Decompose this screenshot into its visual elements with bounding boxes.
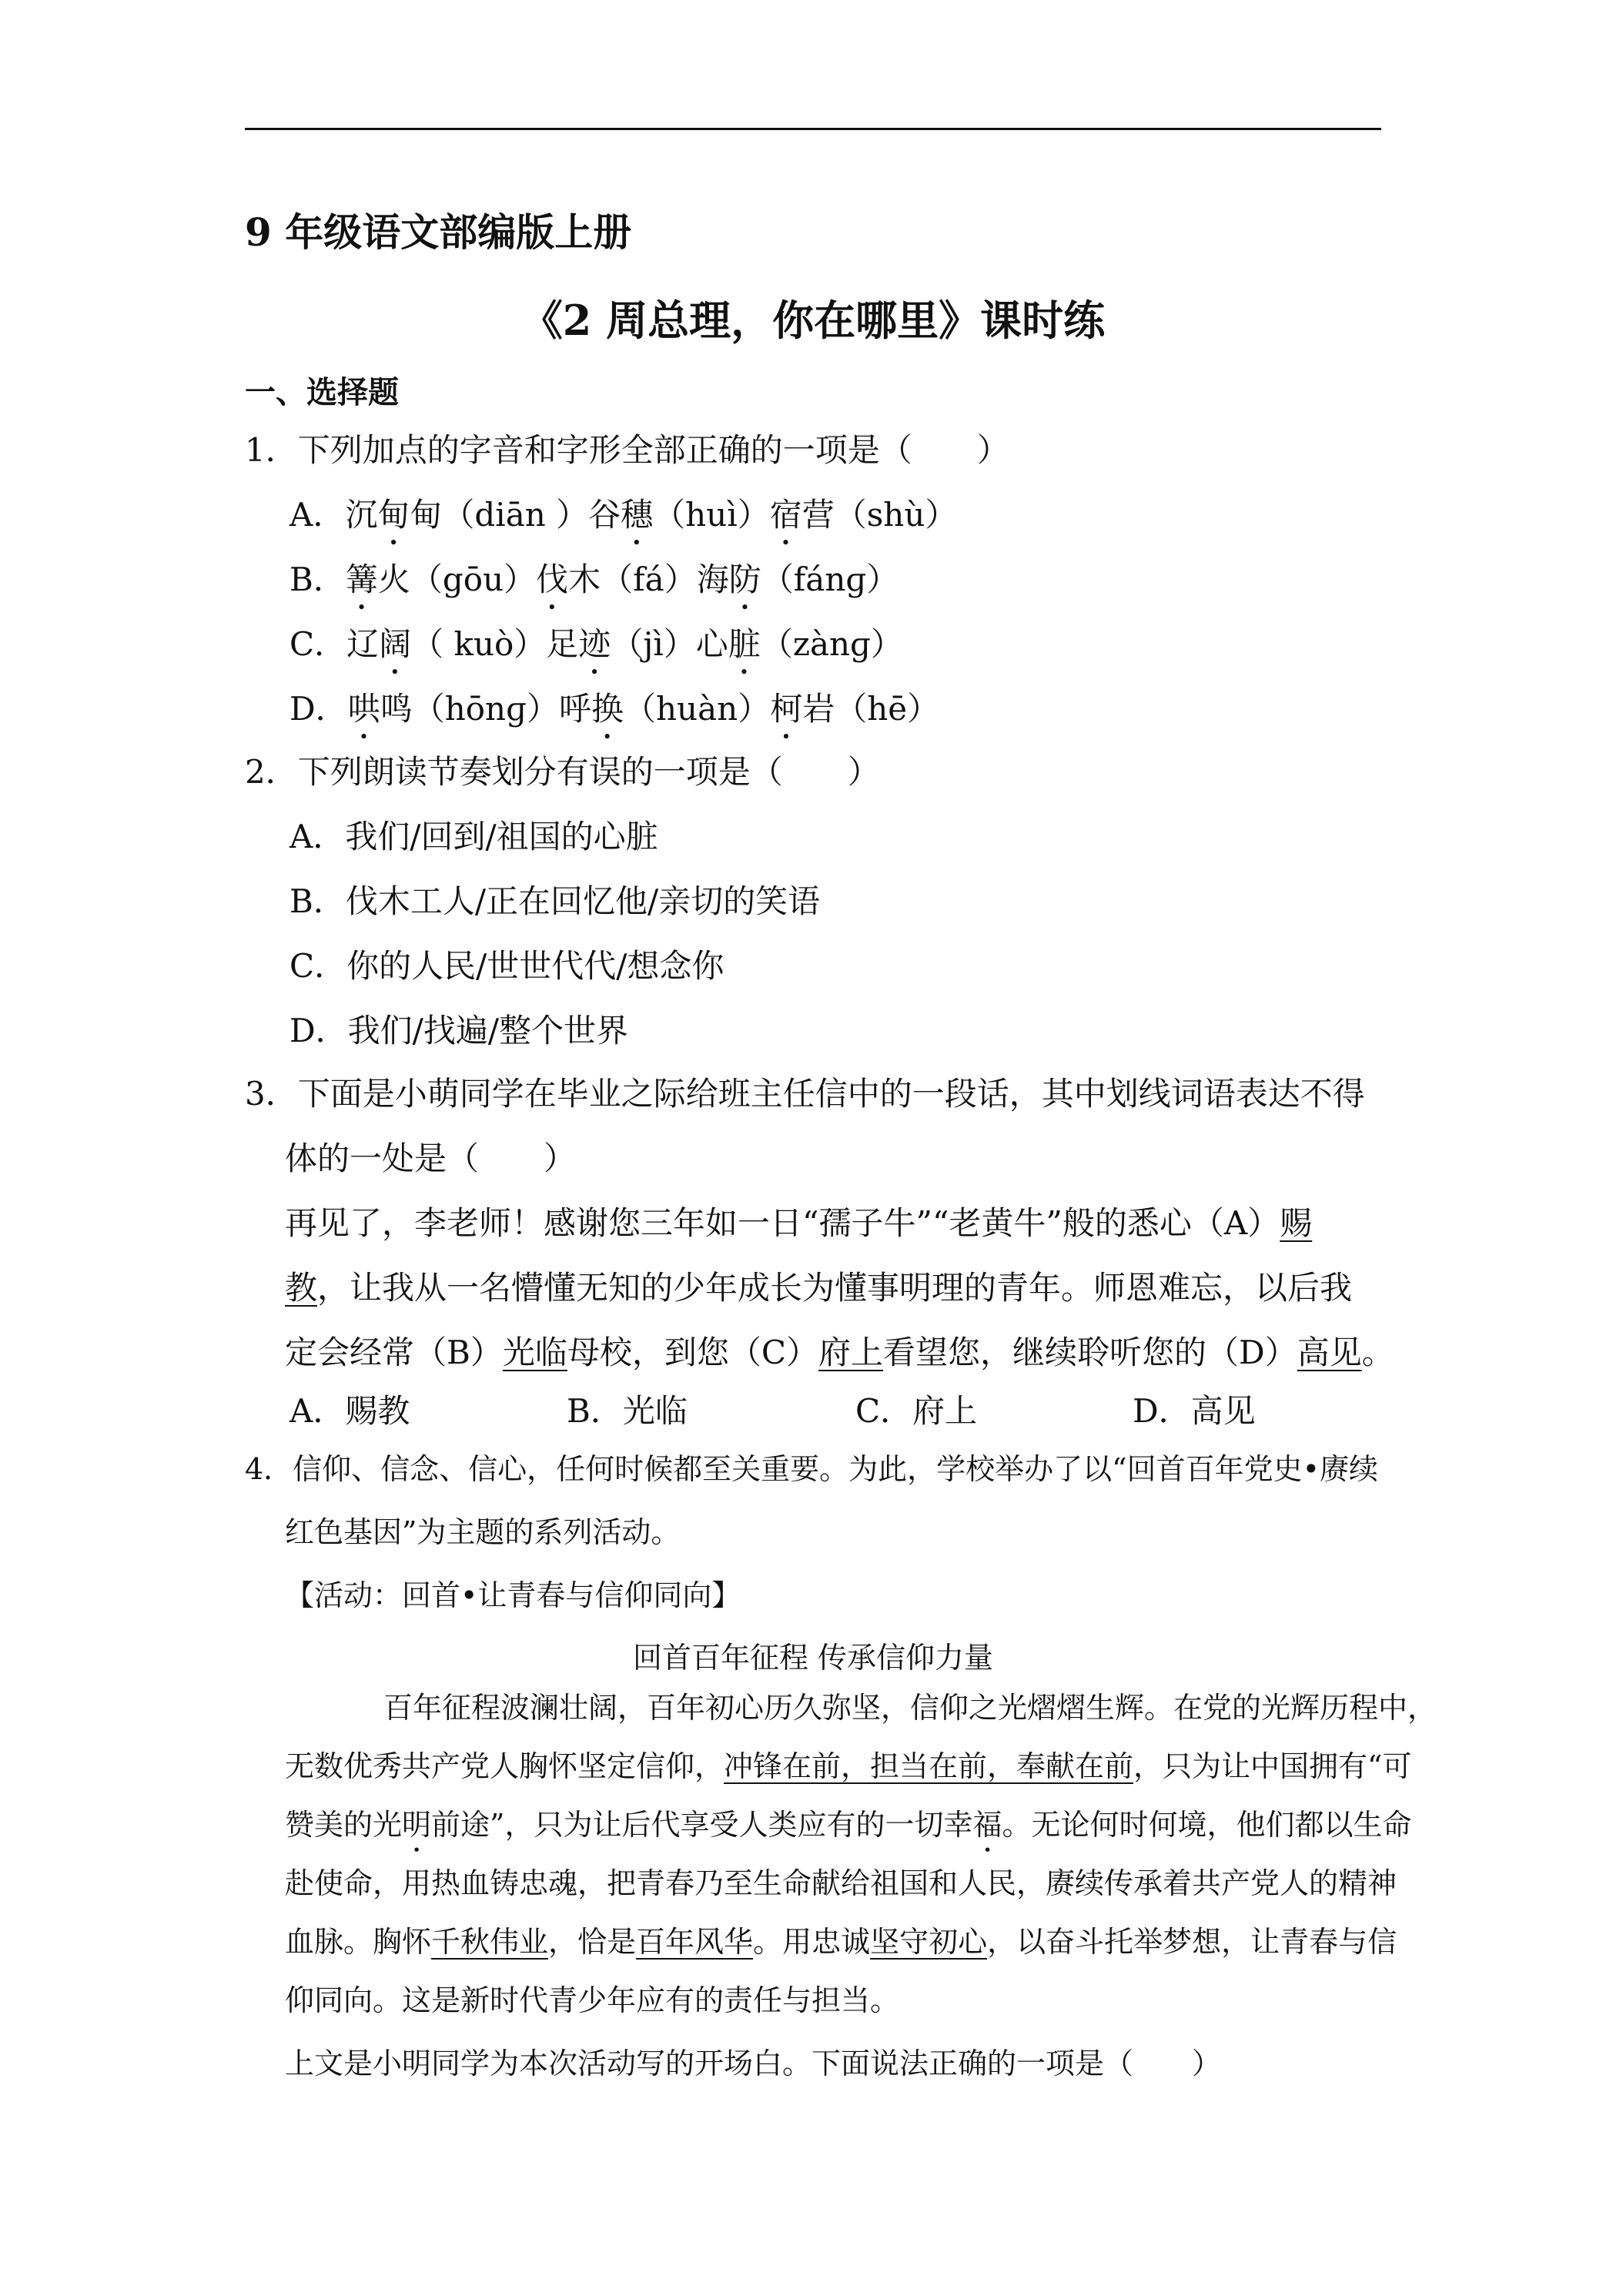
q4-passage-line2: 无数优秀共产党人胸怀坚定信仰，冲锋在前，担当在前，奉献在前，只为让中国拥有“可 [285, 1749, 1412, 1783]
q3-stem-line2: 体的一处是（ ） [285, 1140, 577, 1177]
emphasized-char: 穗 [621, 496, 654, 534]
q4-passage-line6: 仰同向。这是新时代青少年应有的责任与担当。 [285, 1983, 900, 2017]
emphasized-char: 防 [728, 561, 761, 598]
underlined-word: 赐 [1280, 1204, 1313, 1242]
emphasized-char: 脏 [728, 625, 761, 663]
emphasized-char: 宿 [769, 496, 802, 534]
q4-question: 上文是小明同学为本次活动写的开场白。下面说法正确的一项是（ ） [285, 2047, 1222, 2080]
q3-passage-line3: 定会经常（B）光临母校，到您（C）府上看望您，继续聆听您的（D）高见。 [285, 1334, 1394, 1371]
underlined-phrase: 冲锋在前，担当在前，奉献在前 [724, 1749, 1134, 1783]
q3-option-a: A．赐教 [289, 1392, 410, 1430]
q4-passage-title: 回首百年征程 传承信仰力量 [632, 1641, 994, 1675]
emphasized-char: 迹 [578, 625, 611, 663]
q2-stem: 2．下列朗读节奏划分有误的一项是（ ） [245, 753, 880, 791]
q1-option-d: D．哄鸣（hōnɡ）呼换（huàn）柯岩（hē） [289, 690, 940, 728]
emphasized-char: 明 [402, 1808, 432, 1842]
q1-option-c: C．辽阔（ kuò）足迹（jì）心脏（zànɡ） [289, 625, 903, 663]
underlined-phrase: 千秋伟业 [431, 1925, 549, 1959]
underlined-phrase: 百年风华 [636, 1925, 754, 1959]
q1-stem: 1．下列加点的字音和字形全部正确的一项是（ ） [245, 431, 1009, 469]
emphasized-char: 哄 [347, 690, 380, 728]
q4-stem-line2: 红色基因”为主题的系列活动。 [285, 1515, 681, 1549]
section-heading: 一、选择题 [245, 374, 399, 410]
underlined-phrase: 坚守初心 [870, 1925, 988, 1959]
q3-option-b: B．光临 [567, 1392, 688, 1430]
emphasized-char: 福 [972, 1808, 1002, 1842]
q4-passage-line3: 赞美的光明前途”，只为让后代享受人类应有的一切幸福。无论何时何境，他们都以生命 [285, 1808, 1412, 1842]
q2-option-b: B．伐木工人/正在回忆他/亲切的笑语 [289, 882, 821, 920]
emphasized-char: 换 [591, 690, 624, 728]
underlined-word: 府上 [818, 1334, 884, 1371]
doc-subtitle: 《2 周总理，你在哪里》课时练 [520, 296, 1106, 345]
doc-title: 9 年级语文部编版上册 [245, 209, 632, 255]
q2-option-a: A．我们/回到/祖国的心脏 [289, 818, 658, 855]
q4-stem-line1: 4．信仰、信念、信心，任何时候都至关重要。为此，学校举办了以“回首百年党史•赓续 [245, 1452, 1379, 1486]
emphasized-char: 甸 [377, 496, 410, 534]
underlined-word: 光临 [502, 1334, 567, 1371]
header-rule [245, 128, 1381, 130]
emphasized-char: 伐 [536, 561, 569, 598]
underlined-word: 教 [285, 1269, 318, 1307]
emphasized-char: 柯 [770, 690, 803, 728]
q1-option-b: B．篝火（gōu）伐木（fá）海防（fánɡ） [289, 561, 899, 598]
underlined-word: 高见 [1297, 1334, 1362, 1371]
q4-passage-line1: 百年征程波澜壮阔，百年初心历久弥坚，信仰之光熠熠生辉。在党的光辉历程中， [383, 1691, 1437, 1725]
q3-option-c: C．府上 [855, 1392, 978, 1430]
q2-option-c: C．你的人民/世世代代/想念你 [289, 947, 724, 985]
emphasized-char: 篝 [345, 561, 378, 598]
q3-options [289, 1386, 1256, 1432]
q3-stem-line1: 3．下面是小萌同学在毕业之际给班主任信中的一段话，其中划线词语表达不得 [245, 1075, 1365, 1113]
q4-passage-line5: 血脉。胸怀千秋伟业，恰是百年风华。用忠诚坚守初心，以奋斗托举梦想，让青春与信 [285, 1925, 1397, 1959]
q4-passage-line4: 赴使命，用热血铸忠魂，把青春乃至生命献给祖国和人民，赓续传承着共产党人的精神 [285, 1866, 1397, 1900]
q3-passage-line1: 再见了，李老师！感谢您三年如一日“孺子牛”“老黄牛”般的悉心（A）赐 [285, 1204, 1313, 1242]
q3-passage-line2: 教，让我从一名懵懂无知的少年成长为懂事明理的青年。师恩难忘，以后我 [285, 1269, 1353, 1307]
q2-option-d: D．我们/找遍/整个世界 [289, 1012, 628, 1049]
emphasized-char: 阔 [379, 625, 412, 663]
q4-activity-label: 【活动：回首•让青春与信仰同向】 [285, 1578, 741, 1612]
q3-option-d: D．高见 [1133, 1392, 1256, 1430]
q1-option-a: A．沉甸甸（diān ）谷穗（huì）宿营（shù） [289, 496, 958, 534]
